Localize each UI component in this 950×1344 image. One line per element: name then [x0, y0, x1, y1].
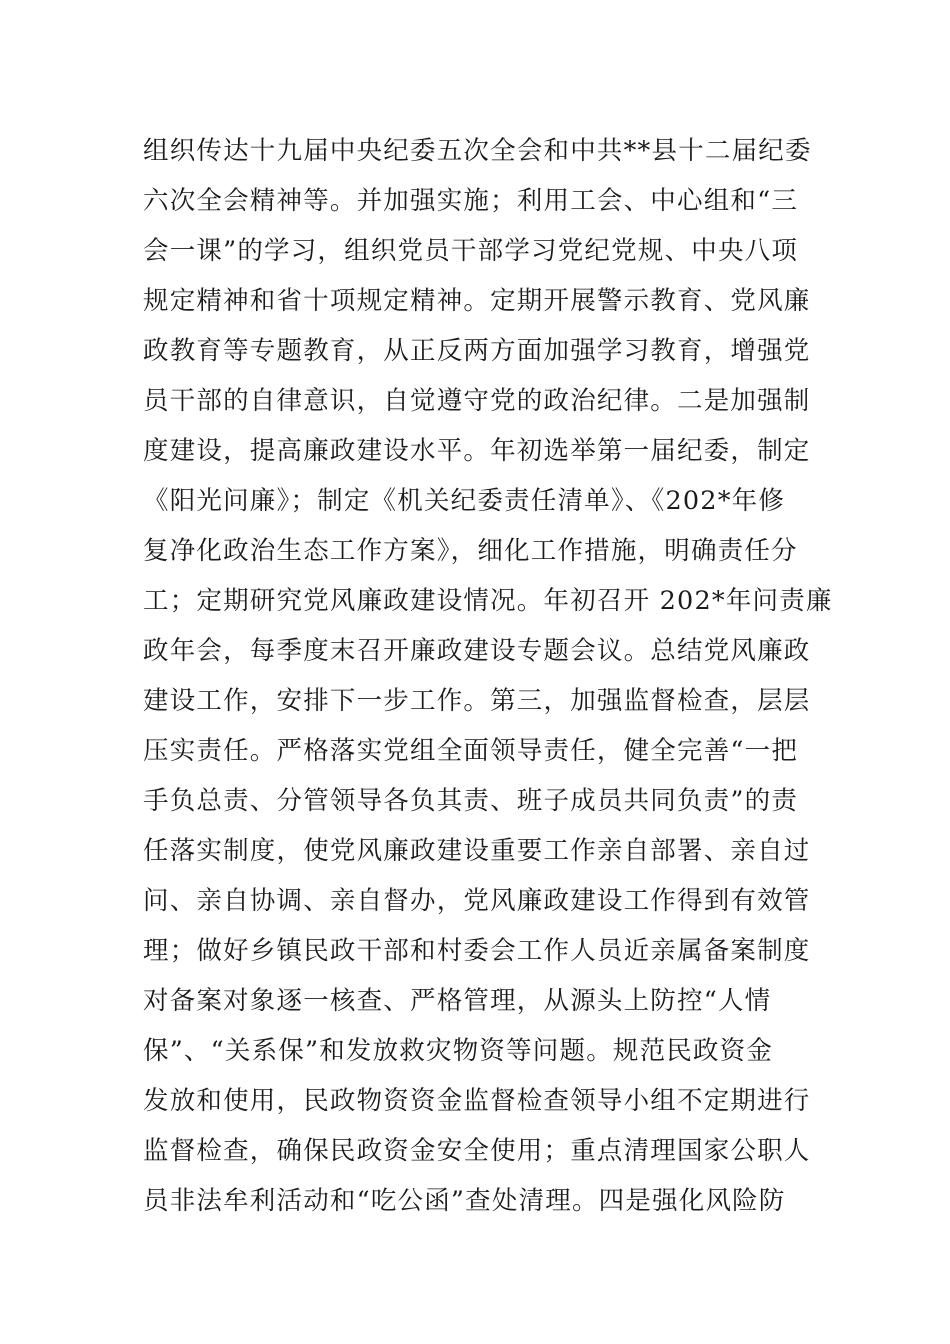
text-line: 问、亲自协调、亲自督办，党风廉政建设工作得到有效管: [143, 886, 811, 916]
text-line: 员干部的自律意识，自觉遵守党的政治纪律。二是加强制: [143, 386, 811, 416]
body-text: [143, 126, 833, 1226]
text-line: 政教育等专题教育，从正反两方面加强学习教育，增强党: [143, 336, 811, 366]
text-line: 任落实制度，使党风廉政建设重要工作亲自部署、亲自过: [143, 836, 811, 866]
text-line: 规定精神和省十项规定精神。定期开展警示教育、党风廉: [143, 286, 811, 316]
text-line: 六次全会精神等。并加强实施；利用工会、中心组和“三: [143, 186, 799, 216]
text-line: 监督检查，确保民政资金安全使用；重点清理国家公职人: [143, 1136, 811, 1166]
text-line: 手负总责、分管领导各负其责、班子成员共同负责”的责: [143, 786, 799, 816]
text-line: 政年会，每季度末召开廉政建设专题会议。总结党风廉政: [143, 636, 811, 666]
text-line: 组织传达十九届中央纪委五次全会和中共**县十二届纪委: [143, 136, 812, 166]
text-line: 复净化政治生态工作方案》，细化工作措施，明确责任分: [143, 536, 798, 566]
text-line: 理；做好乡镇民政干部和村委会工作人员近亲属备案制度: [143, 936, 811, 966]
text-line: 对备案对象逐一核查、严格管理，从源头上防控“人情: [143, 986, 772, 1016]
text-line: 发放和使用，民政物资资金监督检查领导小组不定期进行: [143, 1086, 811, 1116]
text-line: 保”、“关系保”和发放救灾物资等问题。规范民政资金: [143, 1036, 774, 1066]
text-line: 《阳光问廉》；制定《机关纪委责任清单》、《202*年修: [143, 486, 786, 516]
text-line: 度建设，提高廉政建设水平。年初选举第一届纪委，制定: [143, 436, 811, 466]
text-line: 建设工作，安排下一步工作。第三，加强监督检查，层层: [143, 686, 811, 716]
text-line: 员非法牟利活动和“吃公函”查处清理。四是强化风险防: [143, 1186, 786, 1216]
text-line: 压实责任。严格落实党组全面领导责任，健全完善“一把: [143, 736, 799, 766]
text-line: 工；定期研究党风廉政建设情况。年初召开 202*年问责廉: [143, 586, 833, 616]
text-line: 会一课”的学习，组织党员干部学习党纪党规、中央八项: [143, 236, 799, 266]
